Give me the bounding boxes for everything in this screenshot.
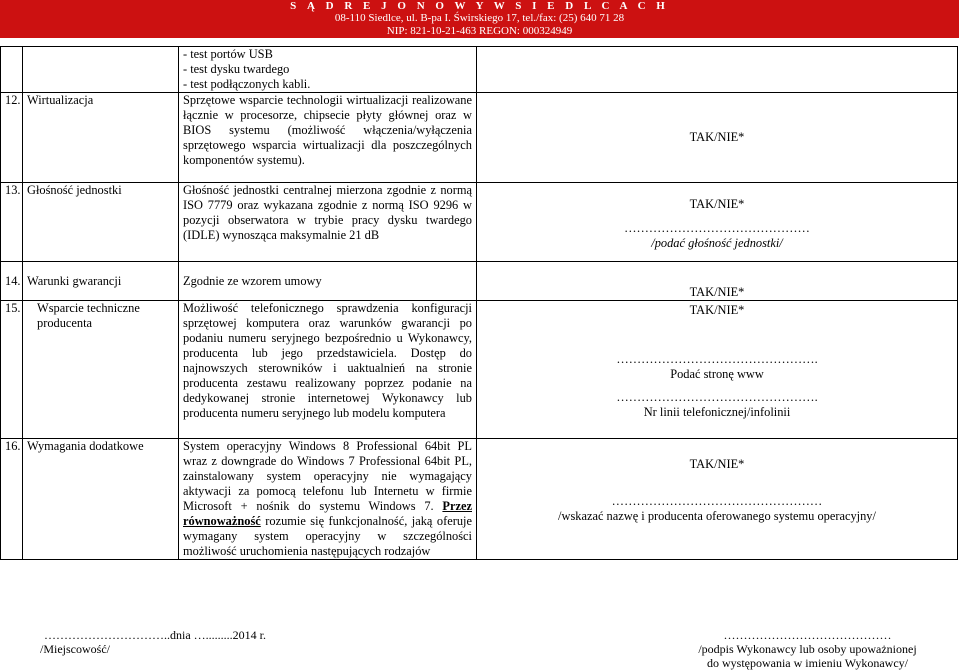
row-description bbox=[179, 47, 477, 93]
fill-dots[interactable]: ……………………………………… bbox=[624, 221, 810, 235]
row-number: 15. bbox=[1, 301, 23, 439]
table-row bbox=[1, 93, 958, 183]
signature-label: /podpis Wykonawcy lub osoby upoważnionej bbox=[698, 642, 917, 656]
row-number: 13. bbox=[1, 183, 23, 262]
tak-nie-option[interactable]: TAK/NIE* bbox=[689, 457, 745, 471]
table-row bbox=[1, 301, 958, 439]
row-name: Wsparcie techniczne producenta bbox=[23, 301, 179, 439]
row-number bbox=[1, 47, 23, 93]
fill-hint: Podać stronę www bbox=[670, 367, 764, 381]
test-item: - test podłączonych kabli. bbox=[183, 77, 311, 91]
tak-nie-option[interactable]: TAK/NIE* bbox=[689, 197, 745, 211]
table-row bbox=[1, 439, 958, 560]
row-name: Wymagania dodatkowe bbox=[23, 439, 179, 560]
fill-dots[interactable]: …………………………………………. bbox=[616, 390, 818, 404]
fill-dots[interactable]: …………………………………………… bbox=[611, 494, 823, 508]
row-description: Możliwość telefonicznego sprawdzenia konfiguracji sprzętowej komputera oraz warunków gwarancji po podaniu numeru seryjnego bezpośrednio u Wykonawcy, producenta lub jego przedstawiciela. Dostęp do najnowszych sterowników i uaktualnień na stronie producenta zestawu realizowany poprzez podanie na dedykowanej stronie internetowej Wykonawcy lub producenta numeru seryjnego lub modelu komputera bbox=[179, 301, 477, 439]
place-label: /Miejscowość/ bbox=[40, 642, 110, 656]
row-number: 14. bbox=[1, 262, 23, 301]
table-row bbox=[1, 47, 958, 93]
row-number: 12. bbox=[1, 93, 23, 183]
fill-hint: /podać głośność jednostki/ bbox=[651, 236, 783, 250]
fill-dots[interactable]: …………………………………………. bbox=[616, 352, 818, 366]
signature-line[interactable]: …………………………………… bbox=[723, 628, 892, 642]
equivalence-term: Przez równoważność bbox=[183, 499, 472, 528]
row-name bbox=[23, 47, 179, 93]
row-description: Zgodnie ze wzorem umowy bbox=[179, 262, 477, 301]
spec-table-region bbox=[0, 46, 959, 606]
row-description bbox=[179, 439, 477, 560]
equivalence-text: rozumie się funkcjonalność, jaką oferuje wymagany system operacyjny w szczególności możliwość uruchomienia następujących rodzajów bbox=[183, 514, 472, 558]
row-response bbox=[477, 47, 958, 93]
row-description: Głośność jednostki centralnej mierzona zgodnie z normą ISO 7779 oraz wykazana zgodnie z normą ISO 9296 w pozycji obserwatora w trybie pracy dysku twardego (IDLE) wynosząca maksymalnie 21 dB bbox=[179, 183, 477, 262]
row-description: Sprzętowe wsparcie technologii wirtualizacji realizowane łącznie w procesorze, chipsecie płyty głównej oraz w BIOS systemu (możliwość włączenia/wyłączenia sprzętowego wsparcia wirtualizacji dla poszczególnych komponentów systemu). bbox=[179, 93, 477, 183]
row-response bbox=[477, 262, 958, 301]
place-date-block bbox=[10, 628, 300, 656]
row-name: Wirtualizacja bbox=[23, 93, 179, 183]
court-address: 08-110 Siedlce, ul. B-pa I. Świrskiego 17, tel./fax: (25) 640 71 28 bbox=[334, 12, 625, 24]
tak-nie-option[interactable]: TAK/NIE* bbox=[689, 130, 745, 144]
table-row bbox=[1, 183, 958, 262]
signature-block bbox=[660, 628, 955, 670]
row-response bbox=[477, 183, 958, 262]
fill-hint: Nr linii telefonicznej/infolinii bbox=[643, 405, 791, 419]
row-name: Głośność jednostki bbox=[23, 183, 179, 262]
os-requirement-text: System operacyjny Windows 8 Professional 64bit PL wraz z downgrade do Windows 7 Professional 64bit PL, zainstalowany system operacyjny nie wymagający aktywacji za pomocą telefonu lub Internetu w firmie Microsoft + nośnik do systemu Windows 7. bbox=[183, 439, 472, 513]
row-response bbox=[477, 439, 958, 560]
tak-nie-option[interactable]: TAK/NIE* bbox=[689, 285, 745, 299]
table-row bbox=[1, 262, 958, 301]
signature-label: do występowania w imieniu Wykonawcy/ bbox=[706, 656, 909, 670]
spec-table bbox=[0, 46, 958, 560]
row-response bbox=[477, 93, 958, 183]
row-response bbox=[477, 301, 958, 439]
test-item: - test dysku twardego bbox=[183, 62, 290, 76]
court-name: S Ą D R E J O N O W Y W S I E D L C A C H bbox=[0, 0, 959, 12]
row-name: Warunki gwarancji bbox=[23, 262, 179, 301]
fill-hint: /wskazać nazwę i producenta oferowanego systemu operacyjny/ bbox=[558, 509, 876, 523]
row-number: 16. bbox=[1, 439, 23, 560]
test-item: - test portów USB bbox=[183, 47, 273, 61]
court-ids: NIP: 821-10-21-463 REGON: 000324949 bbox=[386, 25, 573, 37]
tak-nie-option[interactable]: TAK/NIE* bbox=[689, 303, 745, 317]
place-date-line[interactable]: …………………………..dnia ….........2014 r. bbox=[44, 628, 266, 642]
court-address-block bbox=[0, 12, 959, 38]
